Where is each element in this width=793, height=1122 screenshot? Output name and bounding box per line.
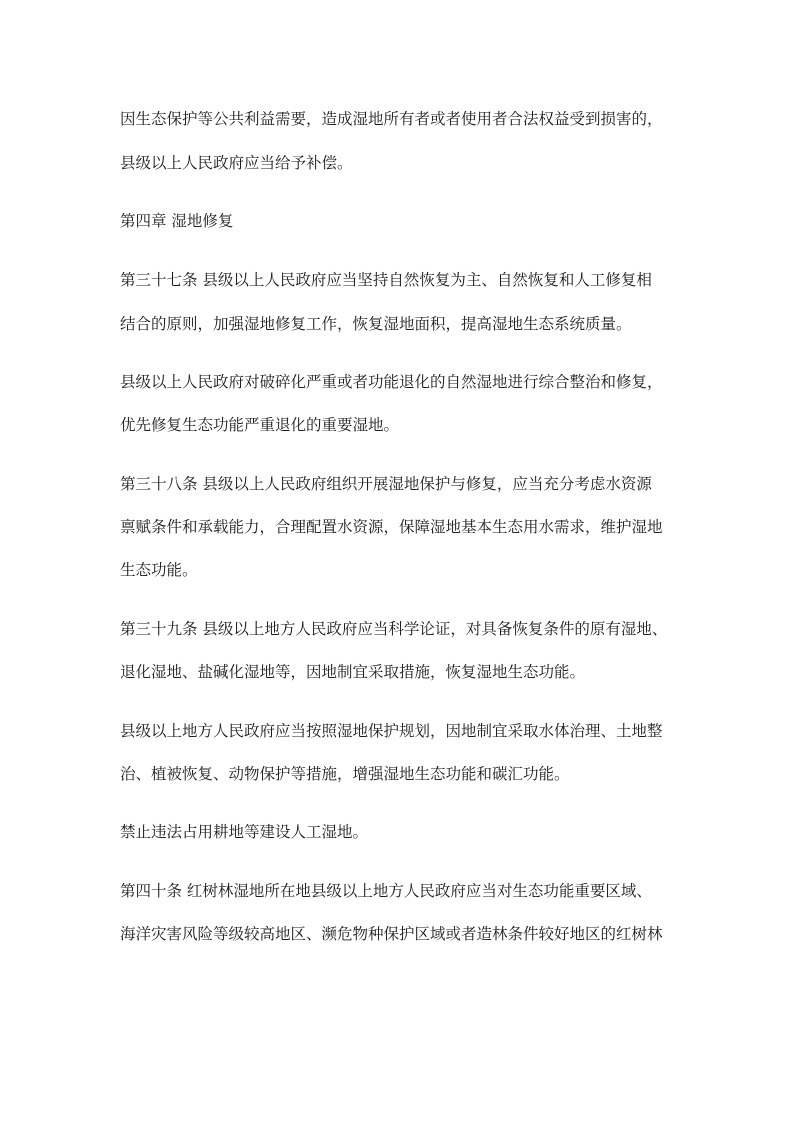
text-line: 县级以上地方人民政府应当按照湿地保护规划，因地制宜采取水体治理、土地整	[120, 722, 663, 740]
text-line: 县级以上人民政府应当给予补偿。	[120, 154, 353, 172]
chapter-heading: 第四章 湿地修复	[120, 212, 234, 230]
text-line: 禁止违法占用耕地等建设人工湿地。	[120, 823, 369, 841]
text-line: 第三十九条 县级以上地方人民政府应当科学论证，对具备恢复条件的原有湿地、	[120, 620, 668, 638]
text-line: 第四十条 红树林湿地所在地县级以上地方人民政府应当对生态功能重要区域、	[120, 882, 652, 900]
text-line: 县级以上人民政府对破碎化严重或者功能退化的自然湿地进行综合整治和修复，	[120, 373, 663, 391]
text-line: 生态功能。	[120, 561, 198, 579]
text-line: 海洋灾害风险等级较高地区、濒危物种保护区域或者造林条件较好地区的红树林	[120, 925, 663, 943]
text-line: 第三十七条 县级以上人民政府应当坚持自然恢复为主、自然恢复和人工修复相	[120, 271, 652, 289]
text-line: 第三十八条 县级以上人民政府组织开展湿地保护与修复，应当充分考虑水资源	[120, 475, 652, 493]
text-line: 退化湿地、盐碱化湿地等，因地制宜采取措施，恢复湿地生态功能。	[120, 663, 586, 681]
text-line: 优先修复生态功能严重退化的重要湿地。	[120, 416, 400, 434]
text-line: 治、植被恢复、动物保护等措施，增强湿地生态功能和碳汇功能。	[120, 765, 570, 783]
text-line: 因生态保护等公共利益需要，造成湿地所有者或者使用者合法权益受到损害的，	[120, 110, 663, 128]
text-line: 结合的原则，加强湿地修复工作，恢复湿地面积，提高湿地生态系统质量。	[120, 315, 632, 333]
text-line: 禀赋条件和承载能力，合理配置水资源，保障湿地基本生态用水需求，维护湿地	[120, 518, 663, 536]
